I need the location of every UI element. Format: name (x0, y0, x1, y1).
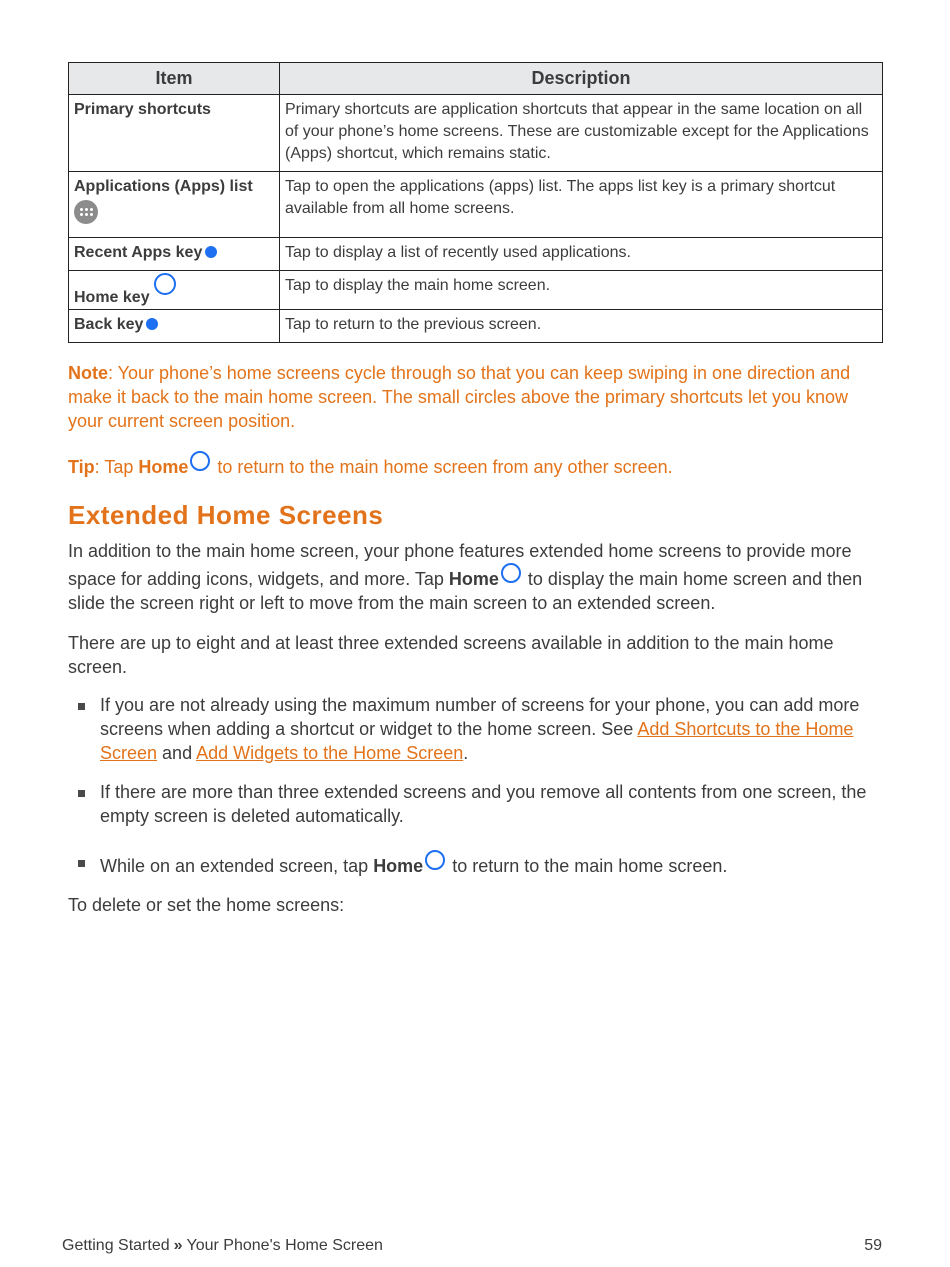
row-item (69, 172, 280, 238)
bullet-home-label: Home (373, 856, 424, 876)
row-item-label: Applications (Apps) list (74, 178, 253, 195)
table-row (69, 172, 883, 238)
table-row (69, 271, 883, 310)
add-widgets-link[interactable]: Add Widgets to the Home Screen (196, 743, 464, 763)
home-ring-icon (154, 273, 176, 295)
intro-text-post: to display the main home screen and then slide the screen right or left to move from the main screen to an extended screen. (68, 569, 863, 613)
note-label: Note (68, 363, 108, 383)
row-item (69, 310, 280, 343)
tip-home-label: Home (138, 457, 189, 477)
keys-table (68, 62, 883, 343)
bullet-text: . (463, 743, 469, 763)
breadcrumb-page: Your Phone's Home Screen (186, 1237, 383, 1254)
row-description: Tap to display a list of recently used applications. (280, 238, 883, 271)
table-row (69, 95, 883, 172)
table-header-row (69, 63, 883, 95)
bullet-square-icon (78, 703, 85, 710)
row-description: Primary shortcuts are application shortcuts that appear in the same location on all of your phone’s home screens. These are customizable except for the Applications (Apps) shortcut, which remains static. (280, 95, 883, 172)
bullet-text: While on an extended screen, tap (100, 856, 374, 876)
chevron-right-icon: » (173, 1237, 183, 1254)
screens-count-paragraph: There are up to eight and at least three extended screens available in addition to the main home screen. (68, 633, 834, 677)
bullet-square-icon (78, 860, 85, 867)
tip-text-pre: : Tap (94, 457, 139, 477)
list-item (68, 780, 882, 828)
delete-set-paragraph: To delete or set the home screens: (68, 895, 345, 915)
list-item (68, 693, 882, 765)
section-title: Extended Home Screens (68, 500, 384, 530)
breadcrumb-section: Getting Started (62, 1237, 170, 1254)
note-text: : Your phone’s home screens cycle through so that you can keep swiping in one direction and make it back to the main home screen. The small circles above the primary shortcuts let you know your current screen position. (68, 363, 851, 431)
table-row (69, 310, 883, 343)
tip-text-post: to return to the main home screen from any other screen. (212, 457, 673, 477)
home-ring-icon (425, 850, 445, 870)
breadcrumb (62, 1237, 383, 1255)
table-row (69, 238, 883, 271)
tip-label: Tip (68, 457, 95, 477)
bullet-square-icon (78, 790, 85, 797)
row-description: Tap to return to the previous screen. (280, 310, 883, 343)
page-content (68, 62, 882, 917)
apps-grid-icon (74, 200, 98, 224)
row-item (69, 271, 280, 310)
bullet-text: If you are not already using the maximum number of screens for your phone, you can add more screens when adding a shortcut or widget to the home screen. See (100, 695, 860, 739)
recent-apps-dot-icon (205, 246, 217, 258)
row-item-label: Back key (74, 316, 144, 333)
row-item (69, 95, 280, 172)
intro-home-label: Home (448, 569, 499, 589)
add-shortcuts-link[interactable]: Add Shortcuts to the Home Screen (100, 719, 854, 763)
row-item-label: Home key (74, 289, 150, 306)
row-item-label: Recent Apps key (74, 244, 203, 261)
bullet-text: to return to the main home screen. (447, 856, 728, 876)
row-item-label: Primary shortcuts (74, 101, 211, 118)
list-item (68, 850, 882, 878)
bullet-list (68, 693, 882, 878)
home-ring-icon (190, 451, 210, 471)
header-item: Item (69, 63, 280, 95)
row-description: Tap to display the main home screen. (280, 271, 883, 310)
intro-text-pre: In addition to the main home screen, your phone features extended home screens to provide more space for adding icons, widgets, and more. Tap (68, 541, 852, 589)
intro-paragraph (68, 539, 882, 615)
header-description: Description (280, 63, 883, 95)
back-dot-icon (146, 318, 158, 330)
note-paragraph (68, 361, 882, 433)
tip-paragraph (68, 451, 882, 479)
row-item (69, 238, 280, 271)
row-description: Tap to open the applications (apps) list. The apps list key is a primary shortcut available from all home screens. (280, 172, 883, 238)
page-number: 59 (864, 1237, 882, 1254)
bullet-text: and (157, 743, 197, 763)
bullet-text: If there are more than three extended screens and you remove all contents from one screen, the empty screen is deleted automatically. (100, 782, 867, 826)
home-ring-icon (501, 563, 521, 583)
